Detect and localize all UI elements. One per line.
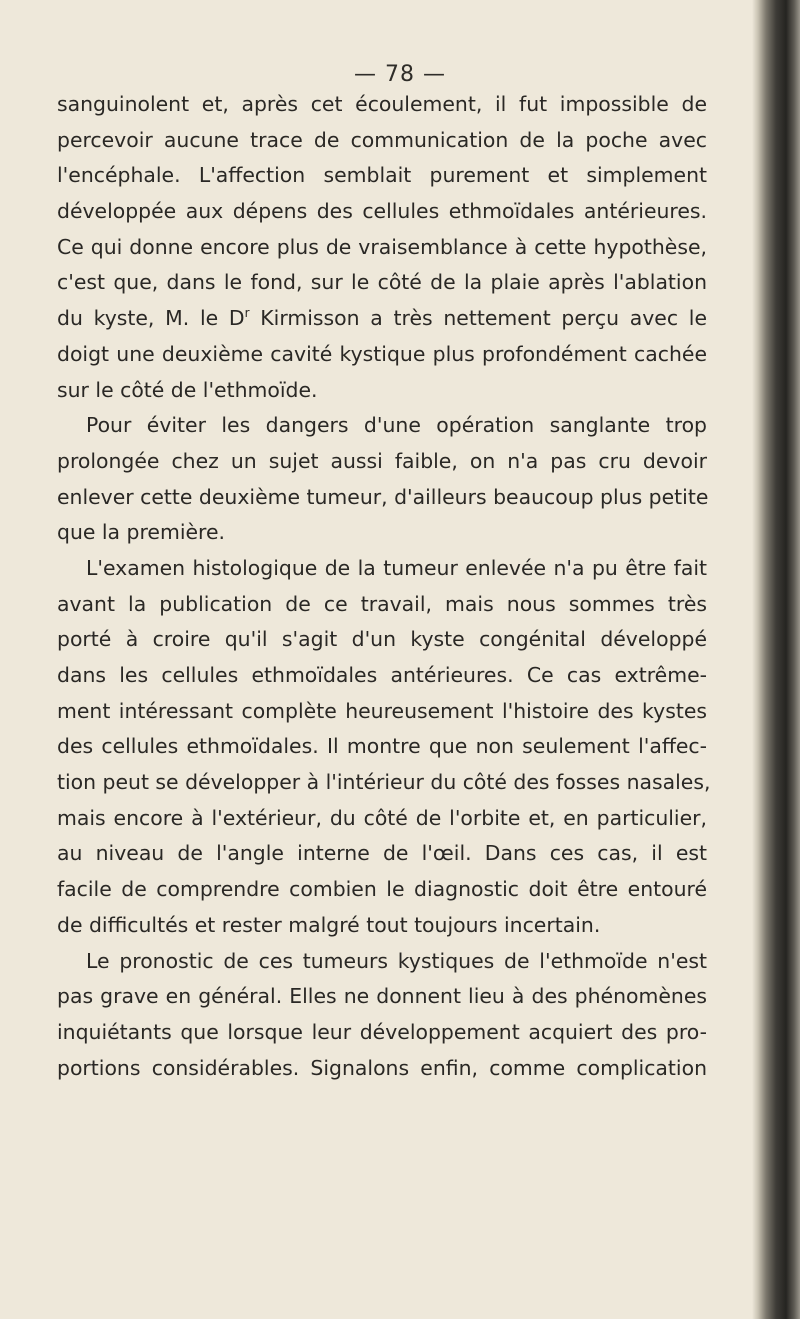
paragraph-4 bbox=[57, 944, 707, 1087]
text-line: L'examen histologique de la tumeur enlevée n'a pu être fait bbox=[86, 555, 707, 580]
text-line: enlever cette deuxième tumeur, d'ailleurs beaucoup plus petite bbox=[57, 484, 709, 509]
text-line: développée aux dépens des cellules ethmoïdales antérieures. bbox=[57, 199, 707, 224]
text-fragment: Kirmisson a très nettement perçu avec le bbox=[249, 306, 707, 331]
text-line: des cellules ethmoïdales. Il montre que non seulement l'affec- bbox=[57, 734, 707, 759]
text-line: sur le côté de l'ethmoïde. bbox=[57, 377, 318, 402]
text-line: l'encéphale. L'affection semblait purement et simplement bbox=[57, 163, 707, 188]
text-line: facile de comprendre combien le diagnostic doit être entouré bbox=[57, 877, 707, 902]
text-line: que la première. bbox=[57, 520, 225, 545]
text-line: au niveau de l'angle interne de l'œil. Dans ces cas, il est bbox=[57, 841, 707, 866]
text-line: Pour éviter les dangers d'une opération sanglante trop bbox=[86, 413, 707, 438]
text-fragment: du kyste, M. le D bbox=[57, 306, 245, 331]
text-line: inquiétants que lorsque leur développement acquiert des pro- bbox=[57, 1019, 707, 1044]
text-line: portions considérables. Signalons enfin, comme complication bbox=[57, 1055, 707, 1080]
text-line: percevoir aucune trace de communication de la poche avec bbox=[57, 127, 707, 152]
text-line: de difficultés et rester malgré tout toujours incertain. bbox=[57, 912, 601, 937]
page-number: — 78 — bbox=[354, 62, 446, 87]
text-line bbox=[57, 301, 707, 337]
binding-edge bbox=[752, 0, 800, 1319]
text-line: prolongée chez un sujet aussi faible, on n'a pas cru devoir bbox=[57, 448, 707, 473]
body-text bbox=[57, 87, 711, 1086]
paragraph-3 bbox=[57, 551, 711, 944]
text-line: dans les cellules ethmoïdales antérieures. Ce cas extrême- bbox=[57, 663, 707, 687]
text-line: avant la publication de ce travail, mais nous sommes très bbox=[57, 591, 707, 616]
superscript: r bbox=[244, 306, 250, 321]
paragraph-2 bbox=[57, 408, 707, 551]
text-line: mais encore à l'extérieur, du côté de l'orbite et, en particulier, bbox=[57, 805, 707, 830]
text-line: c'est que, dans le fond, sur le côté de la plaie après l'ablation bbox=[57, 270, 707, 295]
text-line: porté à croire qu'il s'agit d'un kyste congénital développé bbox=[57, 627, 707, 652]
text-line: ment intéressant complète heureusement l'histoire des kystes bbox=[57, 698, 707, 723]
text-line: Ce qui donne encore plus de vraisemblance à cette hypothèse, bbox=[57, 234, 707, 259]
text-line: pas grave en général. Elles ne donnent lieu à des phénomènes bbox=[57, 984, 707, 1009]
text-line: tion peut se développer à l'intérieur du côté des fosses nasales, bbox=[57, 770, 711, 795]
paragraph-1 bbox=[57, 87, 707, 408]
text-line: doigt une deuxième cavité kystique plus profondément cachée bbox=[57, 341, 707, 366]
text-line: sanguinolent et, après cet écoulement, il fut impossible de bbox=[57, 92, 707, 116]
text-line: Le pronostic de ces tumeurs kystiques de l'ethmoïde n'est bbox=[86, 948, 707, 973]
